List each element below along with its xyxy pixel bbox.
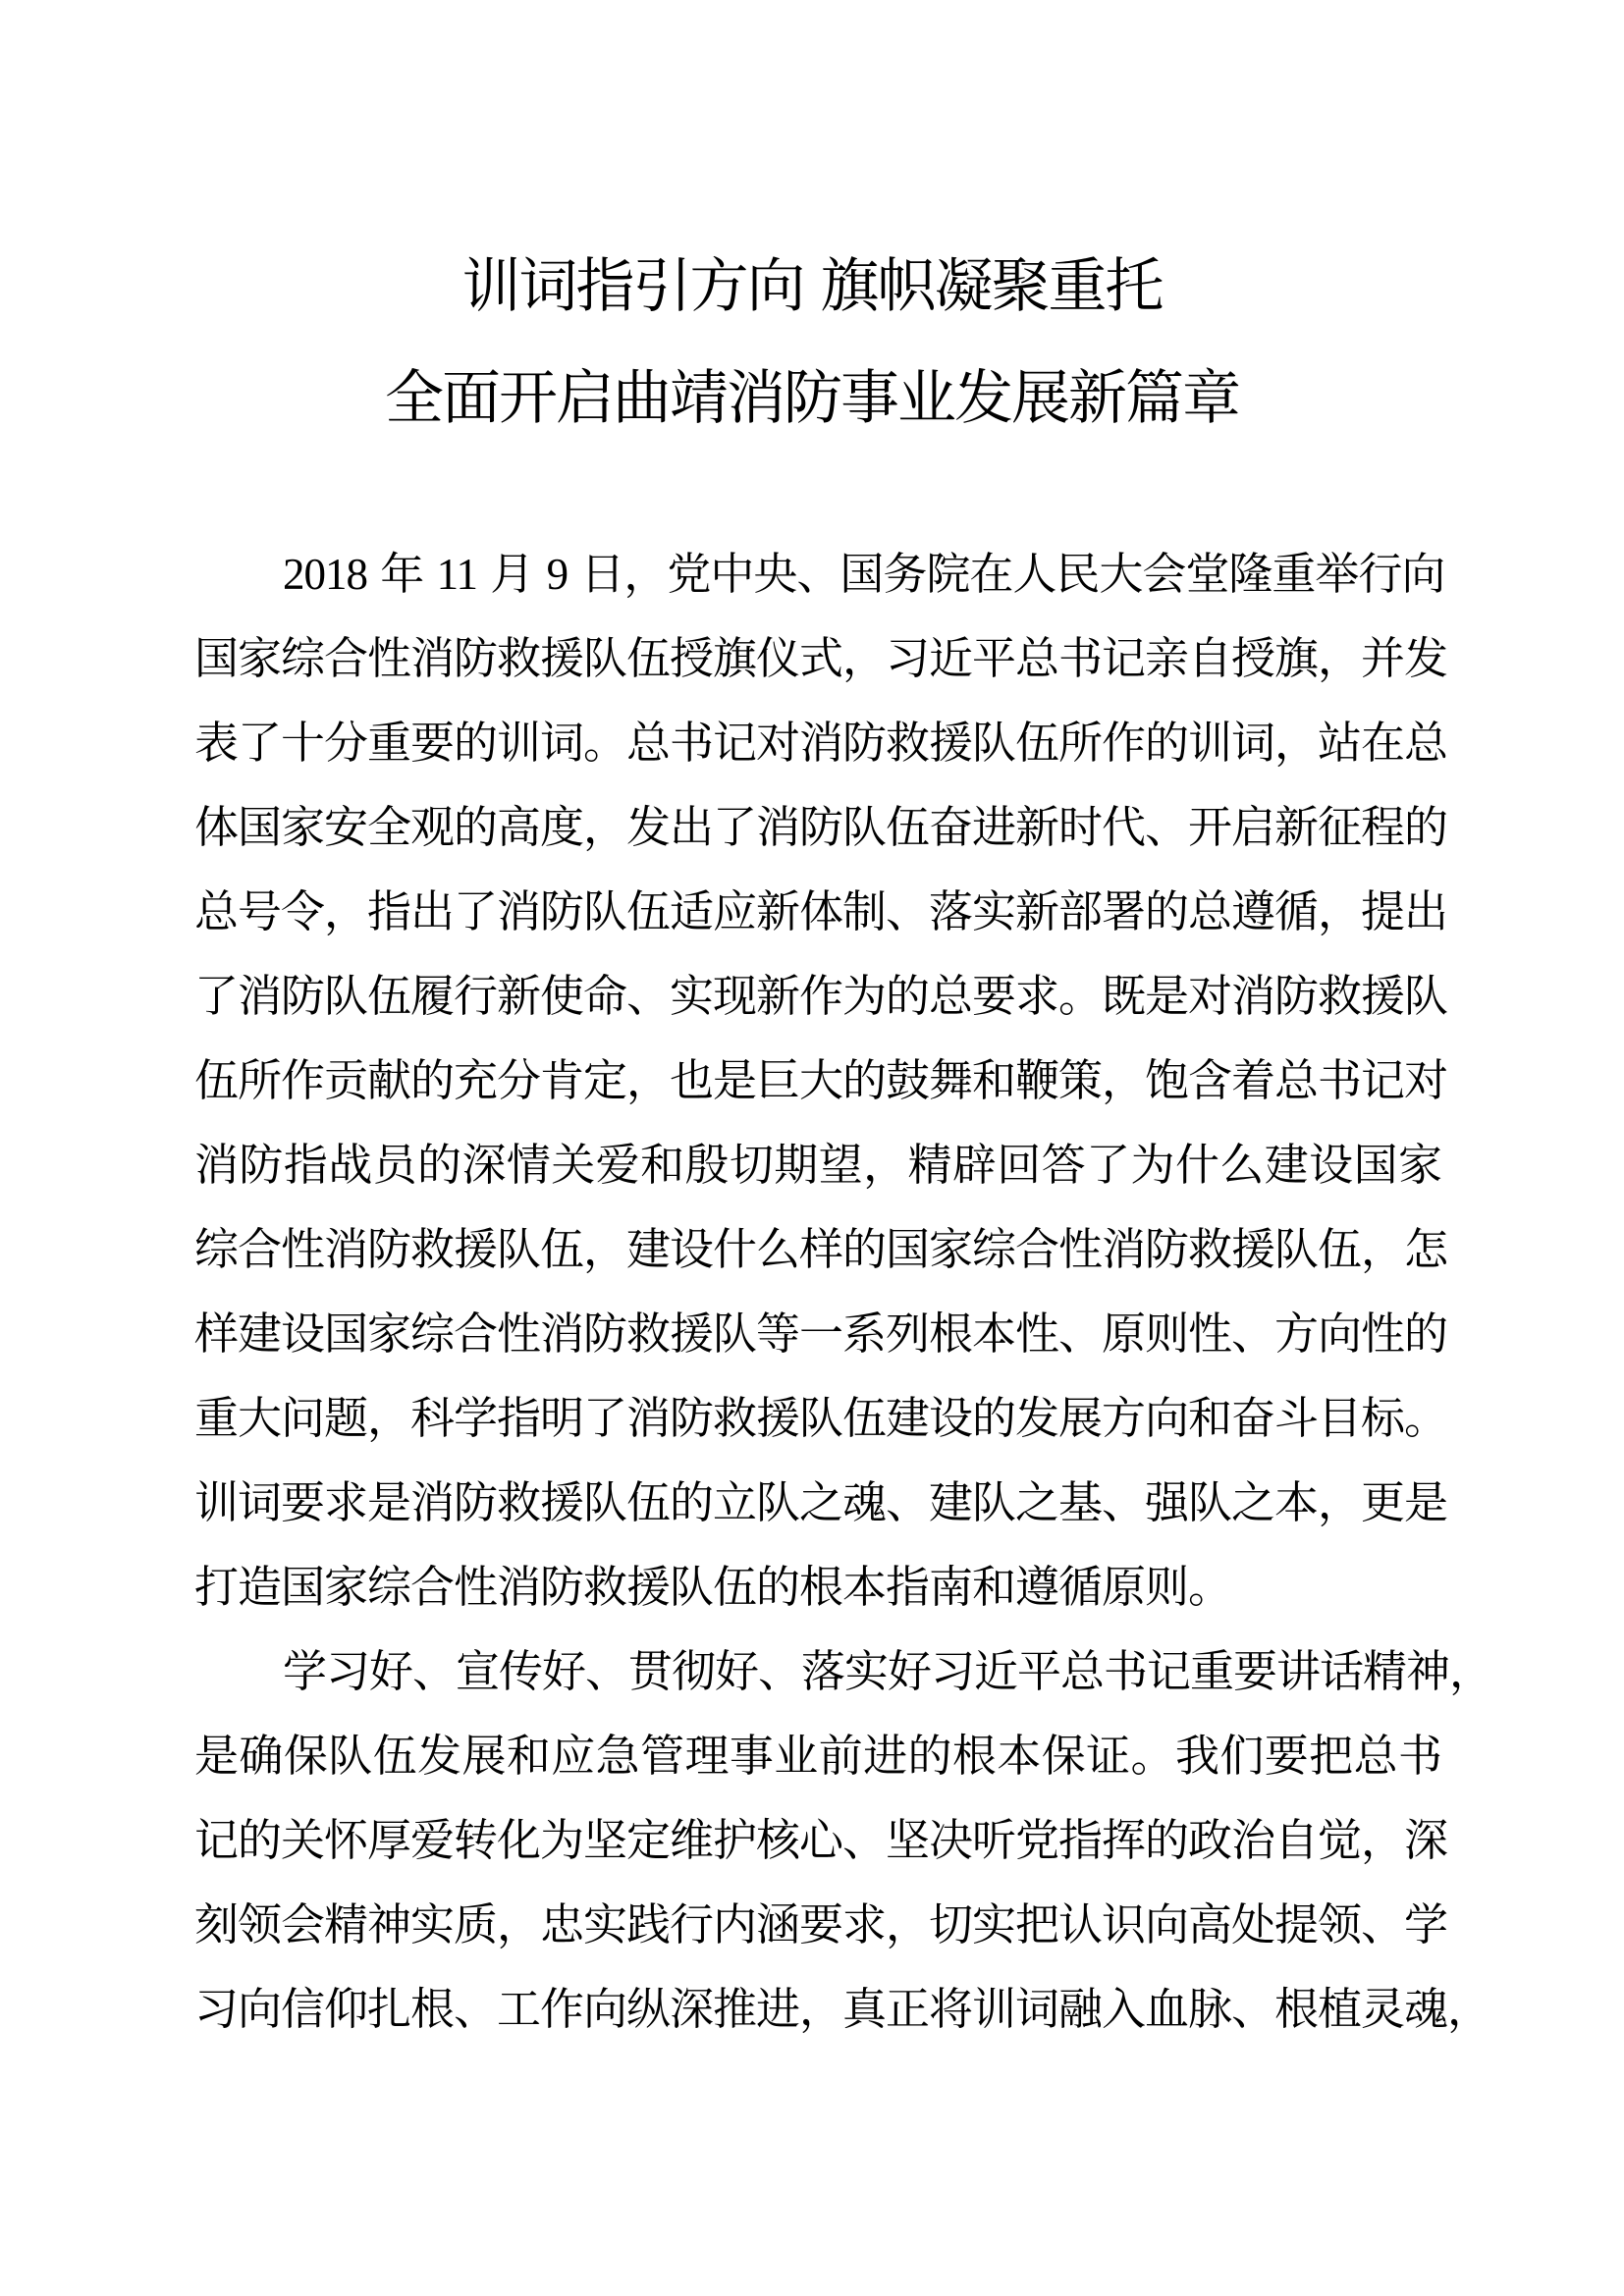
paragraph-line: 表了十分重要的训词。总书记对消防救援队伍所作的训词，站在总: [194, 717, 1448, 769]
day-number: 9: [546, 550, 568, 599]
paragraph-line: 记的关怀厚爱转化为坚定维护核心、坚决听党指挥的政治自觉，深: [194, 1814, 1448, 1866]
first-line-rest: 日，党中央、国务院在人民大会堂隆重举行向: [568, 548, 1445, 600]
paragraph-line: 总号令，指出了消防队伍适应新体制、落实新部署的总遵循，提出: [194, 885, 1448, 937]
paragraph-line: 训词要求是消防救援队伍的立队之魂、建队之基、强队之本，更是: [194, 1476, 1448, 1528]
paragraph-1: [194, 543, 1448, 1640]
paragraph-2: [194, 1640, 1493, 2062]
title-line-1: 训词指引方向 旗帜凝聚重托: [461, 252, 1163, 321]
year-number: 2018: [283, 550, 367, 599]
paragraph-line: 打造国家综合性消防救援队伍的根本指南和遵循原则。: [194, 1561, 1232, 1613]
paragraph-line: 重大问题，科学指明了消防救援队伍建设的发展方向和奋斗目标。: [194, 1392, 1448, 1444]
paragraph-line: 刻领会精神实质，忠实践行内涵要求，切实把认识向高处提领、学: [194, 1898, 1448, 1950]
paragraph-line: 学习好、宣传好、贯彻好、落实好习近平总书记重要讲话精神，: [283, 1645, 1493, 1697]
paragraph-line: 是确保队伍发展和应急管理事业前进的根本保证。我们要把总书: [194, 1730, 1441, 1782]
month-number: 11: [436, 550, 477, 599]
document-body: [194, 543, 1493, 2062]
paragraph-line: 习向信仰扎根、工作向纵深推进，真正将训词融入血脉、根植灵魂，: [194, 1983, 1491, 2035]
paragraph-line: 体国家安全观的高度，发出了消防队伍奋进新时代、开启新征程的: [194, 801, 1448, 853]
paragraph-line: 样建设国家综合性消防救援队等一系列根本性、原则性、方向性的: [194, 1308, 1448, 1360]
paragraph-line: 了消防队伍履行新使命、实现新作为的总要求。既是对消防救援队: [194, 970, 1448, 1022]
paragraph-line: 消防指战员的深情关爱和殷切期望，精辟回答了为什么建设国家: [194, 1139, 1441, 1191]
paragraph-line: 国家综合性消防救援队伍授旗仪式，习近平总书记亲自授旗，并发: [194, 632, 1448, 684]
paragraph-line: [194, 543, 1445, 627]
year-unit: 年: [367, 548, 437, 600]
paragraph-line: 综合性消防救援队伍，建设什么样的国家综合性消防救援队伍，怎: [194, 1223, 1448, 1275]
month-unit: 月: [476, 548, 547, 600]
document-title: [0, 252, 1624, 433]
title-line-2: 全面开启曲靖消防事业发展新篇章: [385, 364, 1239, 433]
paragraph-line: 伍所作贡献的充分肯定，也是巨大的鼓舞和鞭策，饱含着总书记对: [194, 1054, 1448, 1106]
